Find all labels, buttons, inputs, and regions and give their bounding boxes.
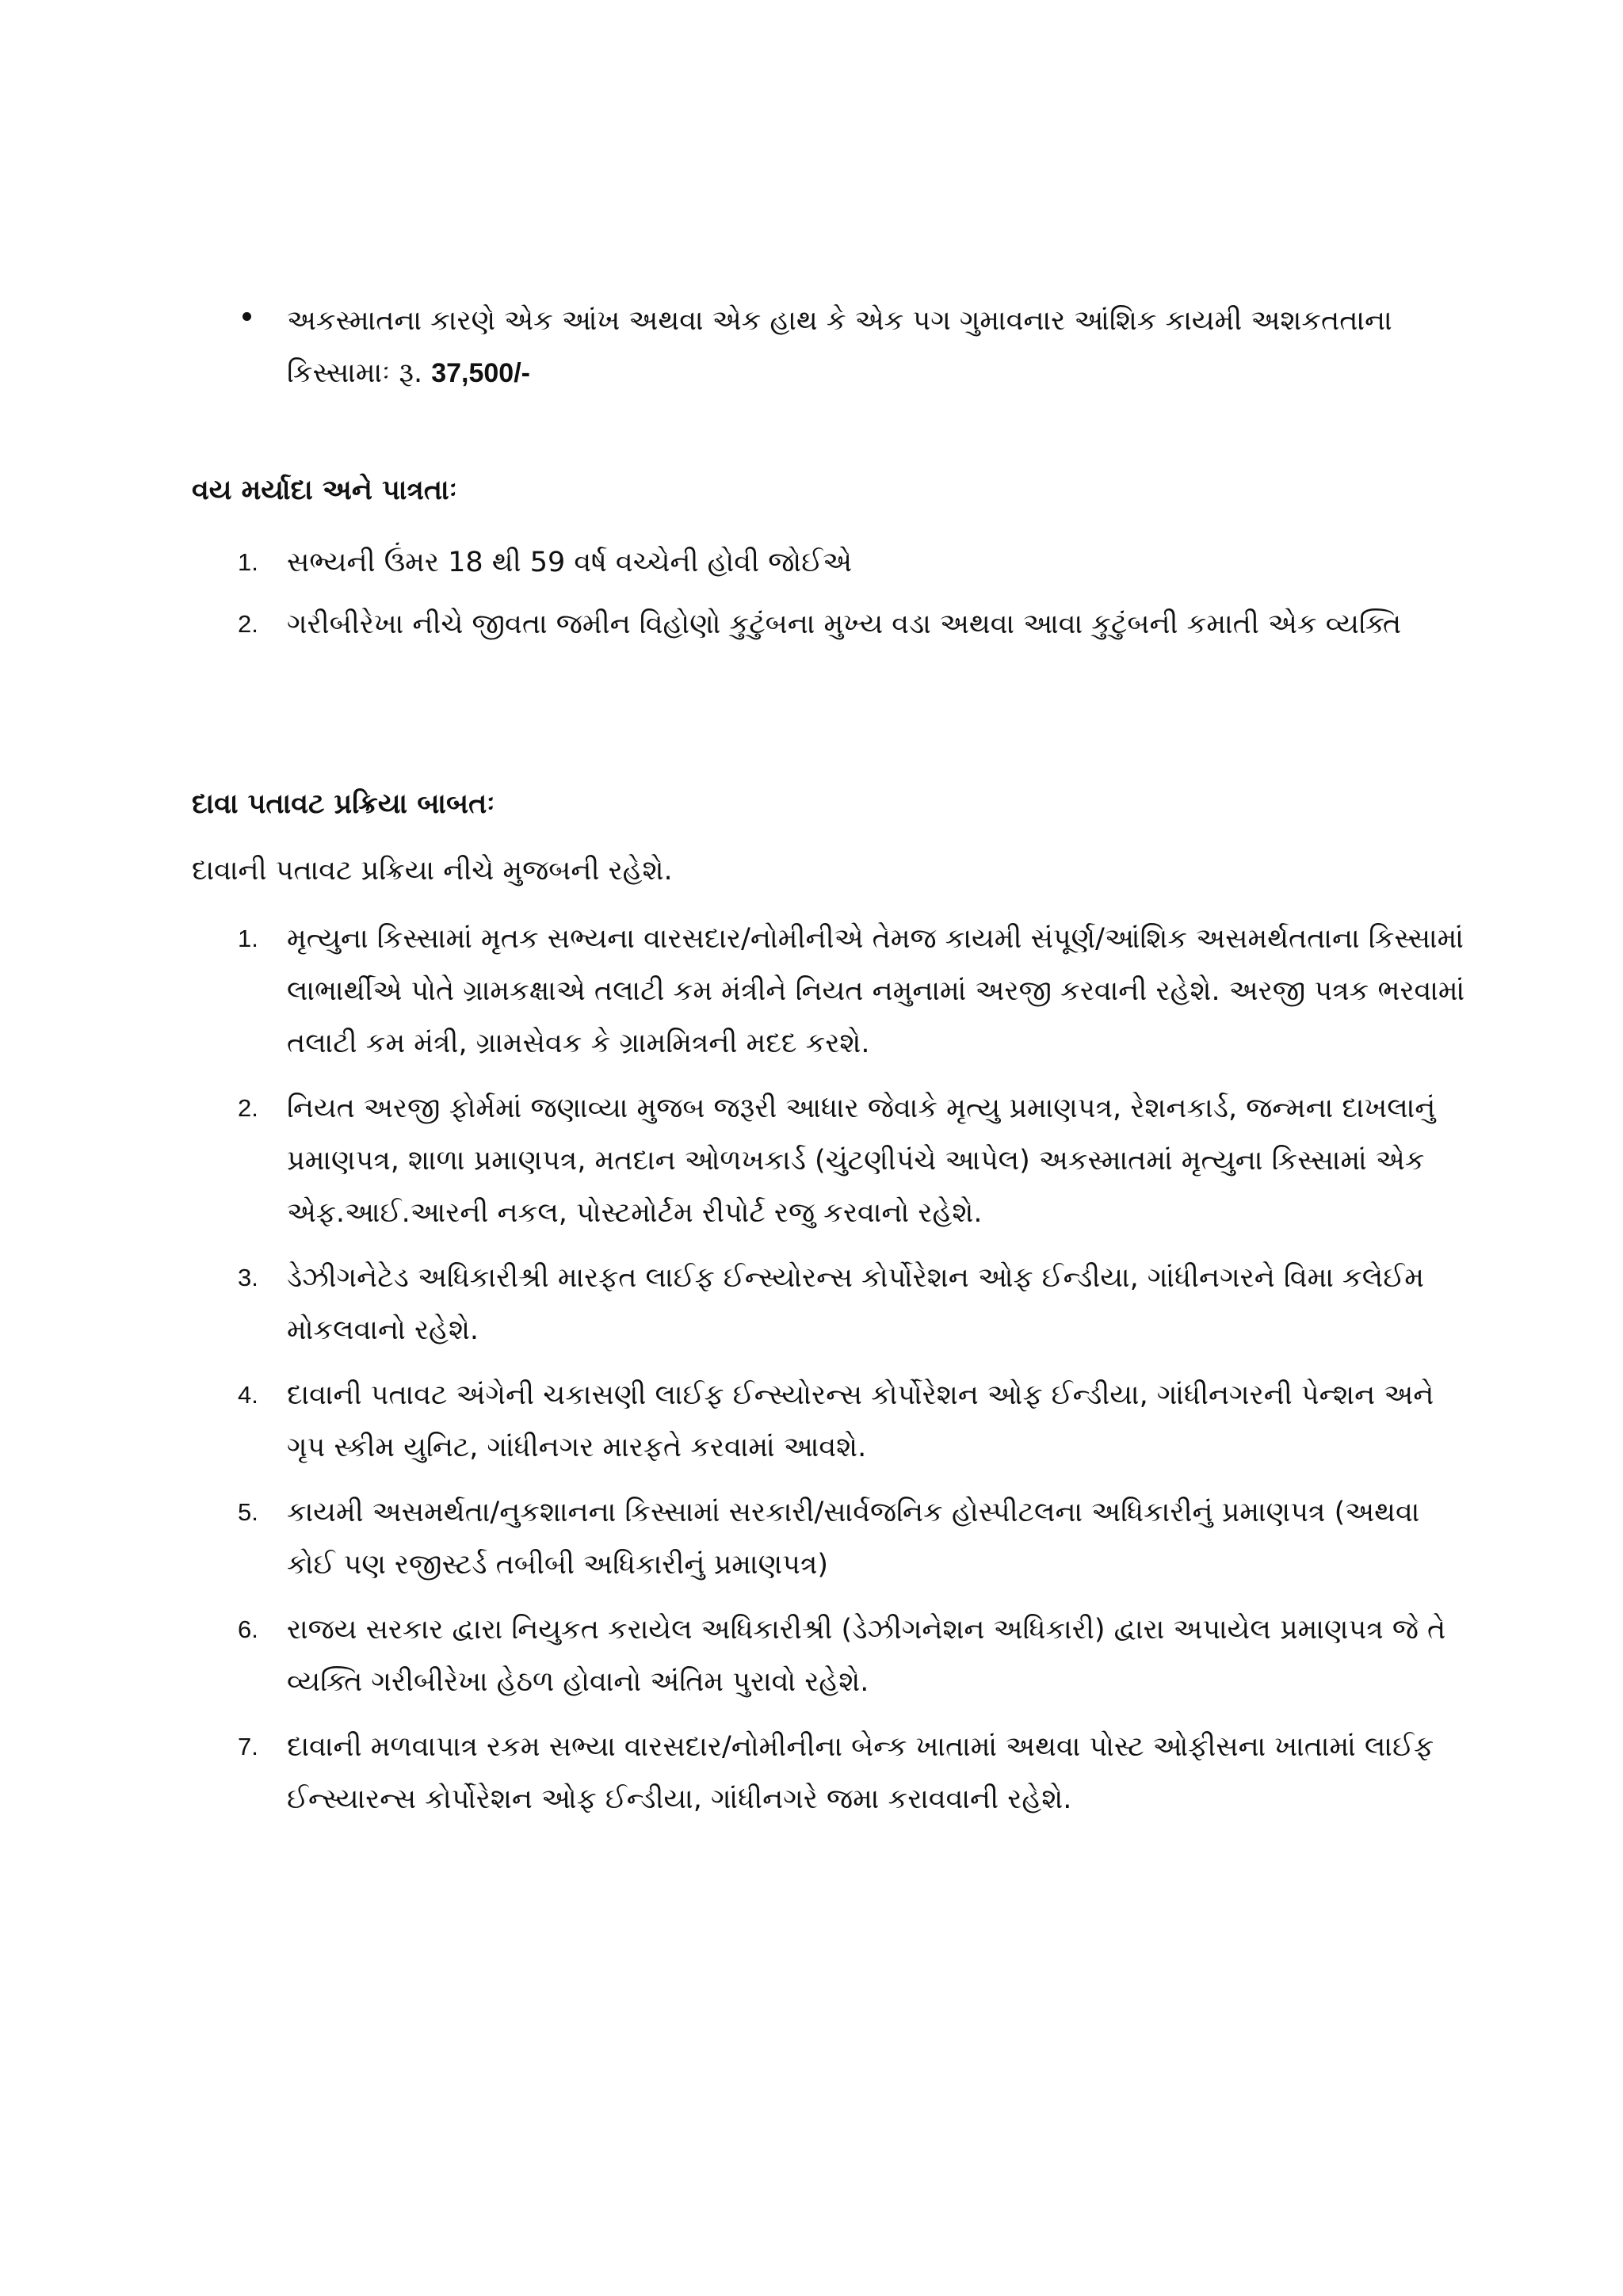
list-number: 6. xyxy=(238,1615,258,1643)
claim-step-7 xyxy=(238,1721,1474,1825)
list-item-text: મૃત્યુના કિસ્સામાં મૃતક સભ્યના વારસદાર/નોમીનીએ તેમજ કાયમી સંપૂર્ણ/આંશિક અસમર્થતતાના કિસ્સામાં લાભાર્થીએ પોતે ગ્રામકક્ષાએ તલાટી કમ મંત્રીને નિયત નમુનામાં અરજી કરવાની રહેશે. અરજી પત્રક ભરવામાં તલાટી કમ મંત્રી, ગ્રામસેવક કે ગ્રામમિત્રની મદદ કરશે. xyxy=(287,923,1465,1059)
list-item-text: નિયત અરજી ફોર્મમાં જણાવ્યા મુજબ જરૂરી આધાર જેવાકે મૃત્યુ પ્રમાણપત્ર, રેશનકાર્ડ, જન્મના દાખલાનું પ્રમાણપત્ર, શાળા પ્રમાણપત્ર, મતદાન ઓળખકાર્ડ (ચુંટણીપંચે આપેલ) અકસ્માતમાં મૃત્યુના કિસ્સામાં એક એફ.આઈ.આરની નકલ, પોસ્ટમોર્ટમ રીપોર્ટ રજુ કરવાનો રહેશે. xyxy=(287,1093,1436,1229)
list-number: 7. xyxy=(238,1733,258,1760)
list-number: 2. xyxy=(238,1094,258,1122)
bullet-item-text: અકસ્માતના કારણે એક આંખ અથવા એક હાથ કે એક પગ ગુમાવનાર આંશિક કાયમી અશકતતાના કિસ્સામાઃ રૂ. xyxy=(287,305,1392,389)
list-number: 1. xyxy=(238,925,258,952)
eligibility-list xyxy=(238,536,1474,660)
claim-step-6 xyxy=(238,1604,1474,1708)
list-item-text: દાવાની મળવાપાત્ર રકમ સભ્યા વારસદાર/નોમીનીના બેન્ક ખાતામાં અથવા પોસ્ટ ઓફીસના ખાતામાં લાઈફ ઈન્સ્યારન્સ કોર્પોરેશન ઓફ ઈન્ડીયા, ગાંધીનગરે જમા કરાવવાની રહેશે. xyxy=(287,1731,1434,1815)
list-number: 3. xyxy=(238,1264,258,1291)
list-number: 2. xyxy=(238,610,258,638)
bullet-item-partial-disability xyxy=(238,295,1474,399)
eligibility-item-1 xyxy=(238,536,1474,589)
claim-step-1 xyxy=(238,913,1474,1070)
eligibility-item-2 xyxy=(238,598,1474,650)
list-number: 1. xyxy=(238,548,258,576)
list-item-text: કાયમી અસમર્થતા/નુકશાનના કિસ્સામાં સરકારી/સાર્વજનિક હોસ્પીટલના અધિકારીનું પ્રમાણપત્ર (અથવા કોઈ પણ રજીસ્ટર્ડ તબીબી અધિકારીનું પ્રમાણપત્ર) xyxy=(287,1497,1420,1581)
bullet-dot-icon xyxy=(242,312,251,321)
claim-step-3 xyxy=(238,1252,1474,1356)
claim-process-list xyxy=(238,913,1474,1838)
claim-step-4 xyxy=(238,1369,1474,1474)
bullet-item-text-block xyxy=(287,295,1474,399)
eligibility-heading: વય મર્યાદા અને પાત્રતાઃ xyxy=(192,475,457,506)
claim-step-2 xyxy=(238,1082,1474,1239)
list-number: 4. xyxy=(238,1381,258,1409)
list-item-text: દાવાની પતાવટ અંગેની ચકાસણી લાઈફ ઈન્સ્યોરન્સ કોર્પોરેશન ઓફ ઈન્ડીયા, ગાંધીનગરની પેન્શન અને ગૃપ સ્કીમ યુનિટ, ગાંધીનગર મારફતે કરવામાં આવશે. xyxy=(287,1379,1434,1463)
list-item-text: ગરીબીરેખા નીચે જીવતા જમીન વિહોણો કુટુંબના મુખ્ય વડા અથવા આવા કુટુંબની કમાતી એક વ્યક્તિ xyxy=(287,608,1402,640)
claim-process-heading: દાવા પતાવટ પ્રક્રિયા બાબતઃ xyxy=(192,788,495,820)
list-item-text: સભ્યની ઉંમર 18 થી 59 વર્ષ વચ્ચેની હોવી જોઈએ xyxy=(287,547,853,578)
list-item-text: ડેઝીગનેટેડ અધિકારીશ્રી મારફત લાઈફ ઈન્સ્યોરન્સ કોર્પોરેશન ઓફ ઈન્ડીયા, ગાંધીનગરને વિમા કલેઈમ મોકલવાનો રહેશે. xyxy=(287,1262,1424,1346)
claim-process-intro: દાવાની પતાવટ પ્રક્રિયા નીચે મુજબની રહેશે. xyxy=(192,855,673,887)
compensation-amount: 37,500/- xyxy=(431,358,530,388)
claim-step-5 xyxy=(238,1486,1474,1591)
list-number: 5. xyxy=(238,1498,258,1526)
list-item-text: રાજય સરકાર દ્વારા નિયુકત કરાયેલ અધિકારીશ્રી (ડેઝીગનેશન અધિકારી) દ્વારા અપાયેલ પ્રમાણપત્ર જે તે વ્યક્તિ ગરીબીરેખા હેઠળ હોવાનો અંતિમ પુરાવો રહેશે. xyxy=(287,1614,1446,1698)
